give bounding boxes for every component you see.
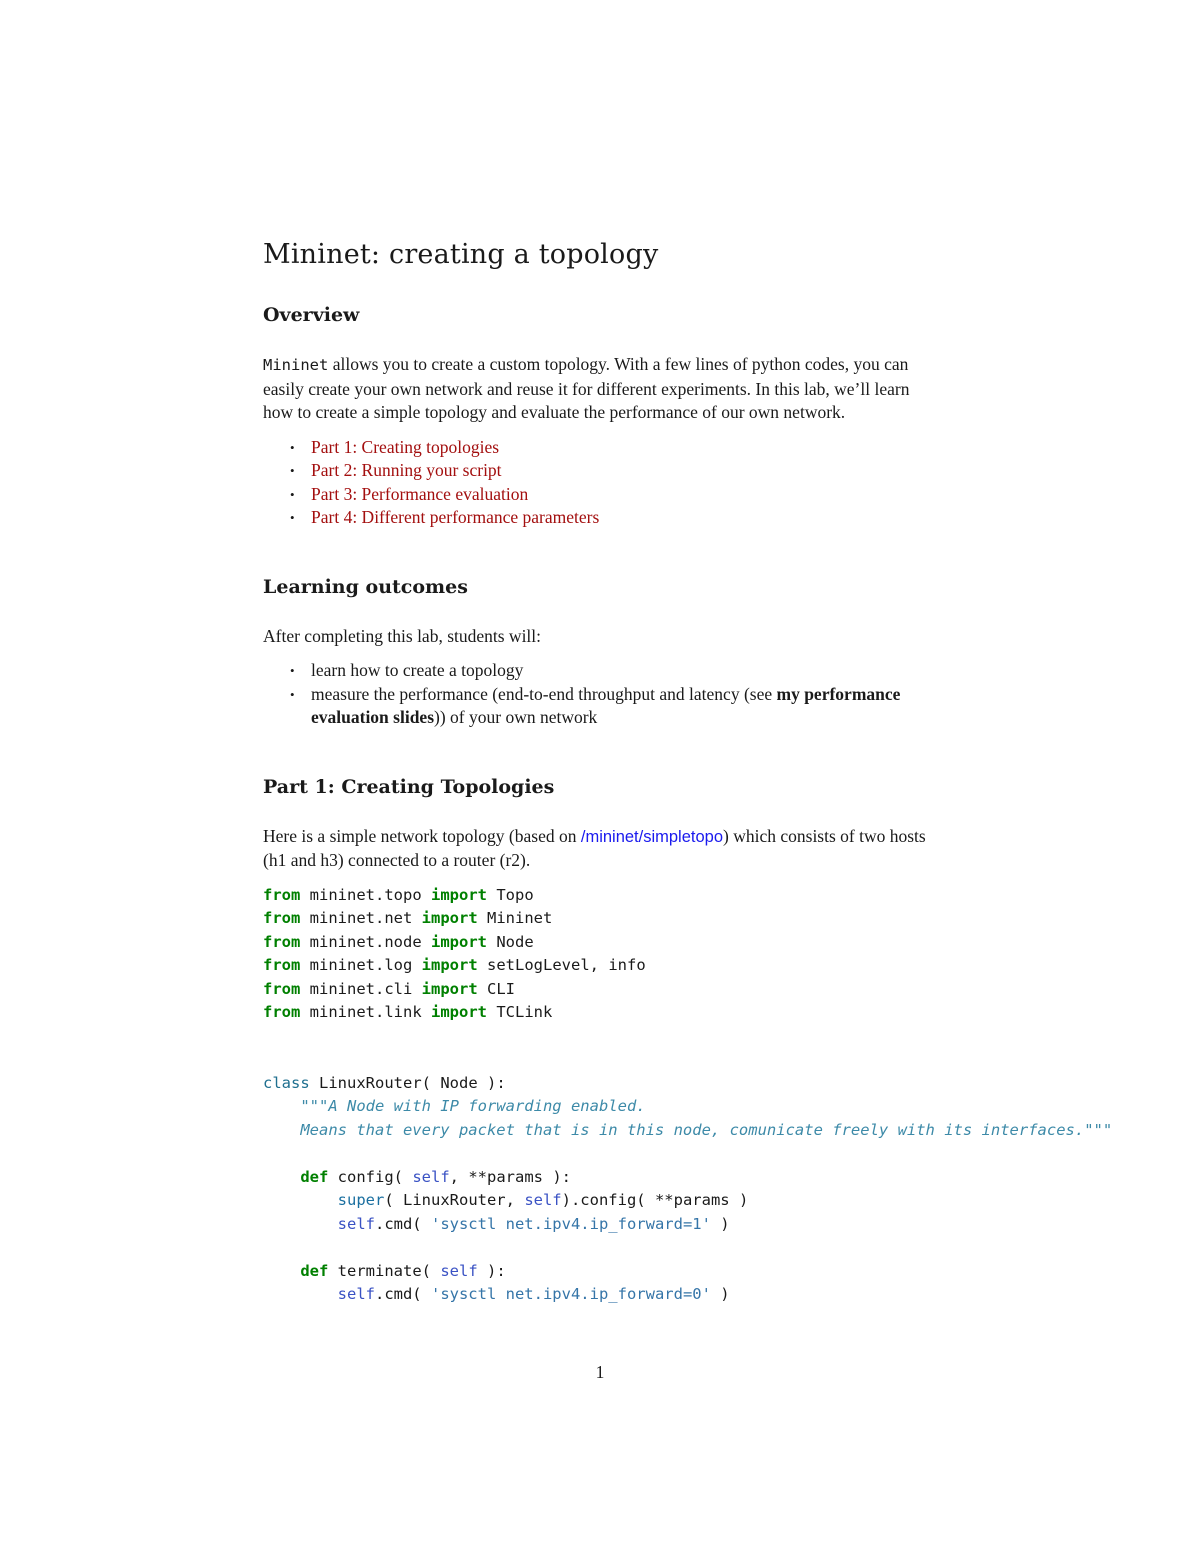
bullet-icon: •	[290, 686, 295, 702]
toc-item	[290, 506, 1200, 530]
docstring-line: Means that every packet that is in this node, comunicate freely with its interfaces."""	[300, 1120, 1113, 1139]
table-of-contents	[263, 436, 1200, 530]
toc-link-part1[interactable]: Part 1: Creating topologies	[311, 436, 500, 457]
bullet-icon: •	[290, 663, 295, 678]
bullet-icon: •	[290, 439, 295, 455]
toc-link-part4[interactable]: Part 4: Different performance parameters	[311, 507, 600, 527]
part1-heading: Part 1: Creating Topologies	[263, 775, 555, 798]
code-block	[263, 884, 1200, 1307]
part1-paragraph	[263, 825, 943, 873]
code-line: def config( self, **params ):	[300, 1167, 571, 1186]
list-item	[290, 683, 941, 730]
code-line: def terminate( self ):	[300, 1261, 506, 1280]
learning-outcomes-heading: Learning outcomes	[263, 575, 468, 598]
bullet-icon: •	[290, 510, 295, 525]
part1-text: Here is a simple network topology (based on	[263, 825, 581, 846]
toc-link-part3[interactable]: Part 3: Performance evaluation	[311, 483, 529, 504]
slides-reference: my performance evaluation slides	[311, 683, 901, 727]
bullet-icon: •	[290, 463, 295, 478]
code-line: from mininet.net import Mininet	[263, 909, 553, 927]
code-line: self.cmd( 'sysctl net.ipv4.ip_forward=0' )	[337, 1285, 730, 1303]
outcome-text: measure the performance (end-to-end throughput and latency (see	[311, 683, 777, 704]
page-title: Mininet: creating a topology	[263, 239, 659, 270]
overview-paragraph	[263, 353, 943, 425]
code-line: self.cmd( 'sysctl net.ipv4.ip_forward=1' )	[337, 1214, 730, 1233]
docstring-line: """A Node with IP forwarding enabled.	[300, 1097, 646, 1115]
toc-item	[290, 436, 1200, 460]
code-line: super( LinuxRouter, self).config( **params )	[337, 1191, 749, 1209]
code-line: from mininet.log import setLogLevel, info	[263, 956, 646, 974]
mininet-inline-code: Mininet	[263, 356, 329, 374]
learning-outcomes-list	[263, 659, 1200, 730]
overview-text: allows you to create a custom topology. With a few lines of python codes, you can easily create your own network and reuse it for different experiments. In this lab, we’ll learn how to create a simple topology and evaluate the performance of our own network.	[263, 354, 910, 422]
bullet-icon: •	[290, 486, 295, 502]
toc-item	[290, 459, 1200, 483]
toc-item	[290, 483, 1200, 507]
code-line: class LinuxRouter( Node ):	[263, 1073, 506, 1092]
page-number: 1	[595, 1362, 605, 1382]
simpletopo-link[interactable]: /mininet/simpletopo	[580, 827, 724, 846]
code-line: from mininet.cli import CLI	[263, 979, 516, 998]
document-page	[263, 236, 1200, 1307]
outcome-text: learn how to create a topology	[311, 660, 524, 680]
list-item	[290, 659, 941, 683]
learning-intro: After completing this lab, students will:	[263, 625, 542, 646]
part1-text-end: ) which consists of two hosts (h1 and h3) connected to a router (r2).	[263, 825, 926, 870]
toc-link-part2[interactable]: Part 2: Running your script	[311, 460, 502, 480]
code-line: from mininet.node import Node	[263, 932, 534, 951]
code-line: from mininet.topo import Topo	[263, 885, 534, 904]
outcome-text-end: )) of your own network	[434, 707, 598, 727]
overview-heading: Overview	[263, 304, 360, 326]
code-line: from mininet.link import TCLink	[263, 1003, 553, 1021]
